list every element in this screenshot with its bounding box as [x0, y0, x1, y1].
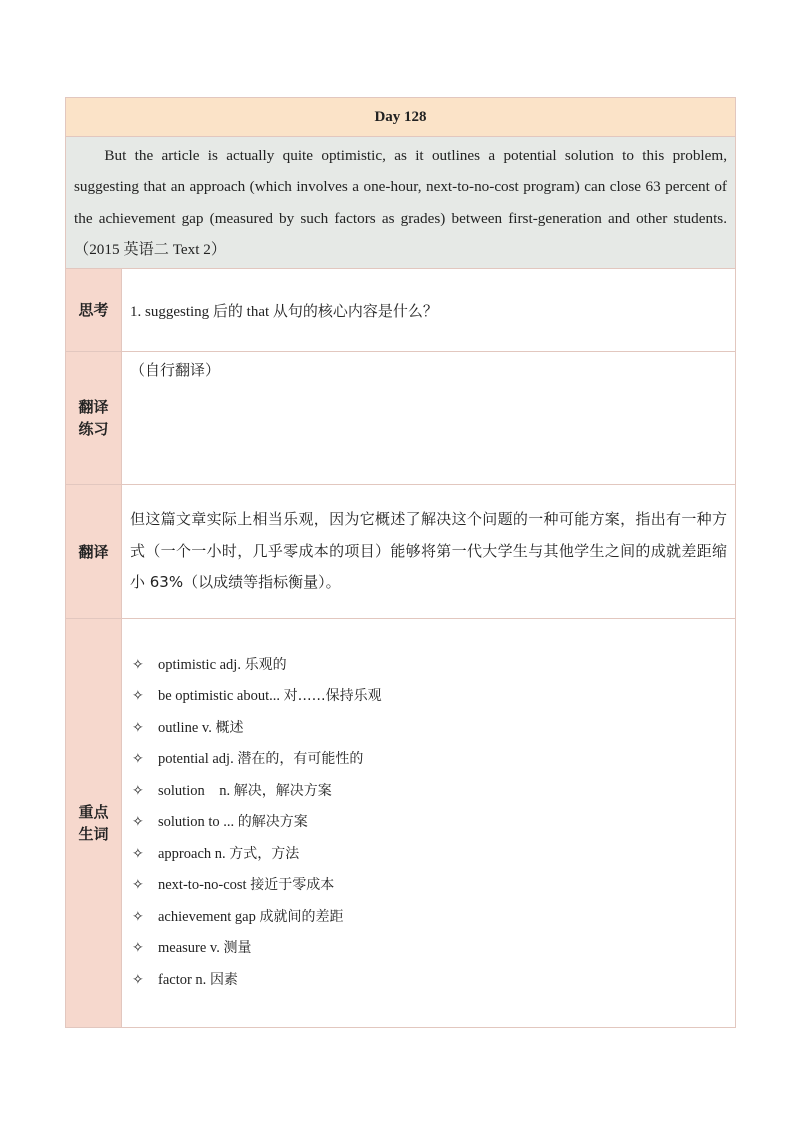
vocab-meaning: 测量 — [223, 940, 252, 957]
diamond-star-icon: ✧ — [132, 877, 144, 894]
practice-label — [66, 352, 122, 485]
vocab-label-line2: 生词 — [78, 825, 109, 843]
vocab-meaning: 乐观的 — [244, 656, 287, 673]
vocab-term: approach n. — [158, 845, 226, 862]
vocab-meaning: 接近于零成本 — [250, 877, 335, 894]
vocab-term: factor n. — [158, 971, 207, 988]
diamond-star-icon: ✧ — [132, 814, 144, 831]
vocab-label — [66, 619, 122, 1028]
diamond-star-icon: ✧ — [132, 940, 144, 957]
vocab-term: measure v. — [158, 940, 220, 957]
translation-row — [66, 485, 736, 619]
vocab-term: solution n. — [158, 782, 231, 799]
vocab-cell — [122, 619, 736, 1028]
study-table — [65, 97, 736, 1028]
vocab-term: potential adj. — [158, 751, 234, 768]
diamond-star-icon: ✧ — [132, 908, 144, 925]
vocab-row — [66, 619, 736, 1028]
passage-text: But the article is actually quite optimistic, as it outlines a potential solution to this problem, suggesting that an approach (which involves a one-hour, next-to-no-cost program) can close 63 percent of the achievement gap (measured by such factors as grades) between first-generation and other students.（2015 英语二 Text 2） — [66, 137, 736, 269]
practice-area[interactable] — [122, 352, 736, 485]
vocab-item — [132, 839, 727, 871]
diamond-star-icon: ✧ — [132, 656, 144, 673]
think-label: 思考 — [66, 269, 122, 352]
vocab-meaning: 方式，方法 — [229, 845, 300, 862]
vocab-term: outline v. — [158, 719, 212, 736]
vocab-item — [132, 933, 727, 965]
diamond-star-icon: ✧ — [132, 782, 144, 799]
vocab-term: next-to-no-cost — [158, 877, 247, 894]
translation-label: 翻译 — [66, 485, 122, 619]
day-title: Day 128 — [66, 98, 736, 137]
vocab-meaning: 成就间的差距 — [259, 908, 344, 925]
vocab-meaning: 潜在的，有可能性的 — [237, 751, 364, 768]
vocab-meaning: 因素 — [209, 971, 238, 988]
vocab-term: achievement gap — [158, 908, 256, 925]
vocab-item — [132, 776, 727, 808]
title-row — [66, 98, 736, 137]
practice-row — [66, 352, 736, 485]
vocab-term: solution to ... — [158, 814, 235, 831]
think-row — [66, 269, 736, 352]
vocab-item — [132, 744, 727, 776]
vocab-meaning: 对……保持乐观 — [283, 688, 382, 705]
vocab-item — [132, 870, 727, 902]
vocab-term: be optimistic about... — [158, 688, 281, 705]
passage-row — [66, 137, 736, 269]
diamond-star-icon: ✧ — [132, 971, 144, 988]
vocab-item — [132, 965, 727, 997]
diamond-star-icon: ✧ — [132, 751, 144, 768]
practice-placeholder: （自行翻译） — [130, 361, 221, 379]
think-question: 1. suggesting 后的 that 从句的核心内容是什么？ — [122, 269, 736, 352]
vocab-item — [132, 807, 727, 839]
translation-text: 但这篇文章实际上相当乐观，因为它概述了解决这个问题的一种可能方案，指出有一种方式（一个一小时，几乎零成本的项目）能够将第一代大学生与其他学生之间的成就差距缩小 63%（以成绩等指标衡量）。 — [122, 485, 736, 619]
practice-label-line2: 练习 — [78, 420, 109, 438]
diamond-star-icon: ✧ — [132, 719, 144, 736]
vocab-meaning: 解决，解决方案 — [233, 782, 332, 799]
vocab-item — [132, 650, 727, 682]
vocab-item — [132, 902, 727, 934]
vocab-meaning: 概述 — [215, 719, 244, 736]
diamond-star-icon: ✧ — [132, 688, 144, 705]
practice-label-line1: 翻译 — [78, 398, 109, 416]
vocab-label-line1: 重点 — [78, 803, 109, 821]
vocab-list — [130, 650, 727, 997]
vocab-item — [132, 713, 727, 745]
vocab-item — [132, 681, 727, 713]
diamond-star-icon: ✧ — [132, 845, 144, 862]
vocab-term: optimistic adj. — [158, 656, 241, 673]
vocab-meaning: 的解决方案 — [237, 814, 308, 831]
